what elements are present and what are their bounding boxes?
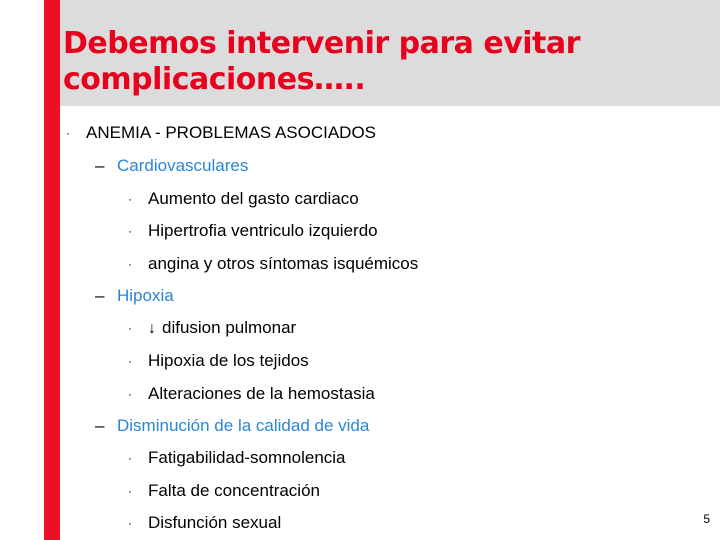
title-line-1: Debemos intervenir para evitar — [63, 26, 580, 61]
list-item — [128, 318, 297, 339]
group-heading-text: Hipoxia — [117, 286, 174, 305]
dash-marker: – — [95, 286, 105, 305]
list-item-text: difusion pulmonar — [162, 318, 297, 337]
down-arrow-icon: ↓ — [148, 320, 156, 337]
list-item — [128, 189, 359, 209]
list-item — [128, 448, 346, 468]
list-item-text: angina y otros síntomas isquémicos — [148, 254, 419, 273]
bullet-dot: · — [128, 451, 132, 465]
list-item-text: Hipertrofia ventriculo izquierdo — [148, 221, 378, 240]
group-heading — [95, 416, 370, 436]
group-heading-text: Cardiovasculares — [117, 156, 249, 175]
bullet-dot: · — [128, 354, 132, 368]
bullet-dot: · — [128, 257, 132, 271]
title-line-2: complicaciones….. — [63, 62, 366, 97]
main-bullet-text: ANEMIA - PROBLEMAS ASOCIADOS — [86, 123, 377, 142]
bullet-dot: · — [128, 224, 132, 238]
list-item — [128, 384, 375, 404]
bullet-dot: · — [128, 321, 132, 335]
group-heading — [95, 156, 249, 176]
group-heading-text: Disminución de la calidad de vida — [117, 416, 370, 435]
list-item — [128, 254, 419, 274]
list-item-text: Aumento del gasto cardiaco — [148, 189, 359, 208]
bullet-dot: · — [128, 516, 132, 530]
list-item-text: Alteraciones de la hemostasia — [148, 384, 375, 403]
list-item-text: Hipoxia de los tejidos — [148, 351, 309, 370]
list-item — [128, 351, 309, 371]
list-item — [128, 513, 282, 533]
dash-marker: – — [95, 416, 105, 435]
list-item-text: Falta de concentración — [148, 481, 320, 500]
dash-marker: – — [95, 156, 105, 175]
bullet-dot: · — [128, 484, 132, 498]
list-item — [128, 221, 378, 241]
list-item-text: Fatigabilidad-somnolencia — [148, 448, 346, 467]
bullet-dot: · — [128, 192, 132, 206]
bullet-dot: · — [128, 387, 132, 401]
group-heading — [95, 286, 174, 306]
list-item-text: Disfunción sexual — [148, 513, 282, 532]
page-number: 5 — [703, 512, 710, 526]
main-bullet — [66, 123, 377, 143]
bullet-dot: · — [66, 126, 70, 140]
list-item — [128, 481, 320, 501]
